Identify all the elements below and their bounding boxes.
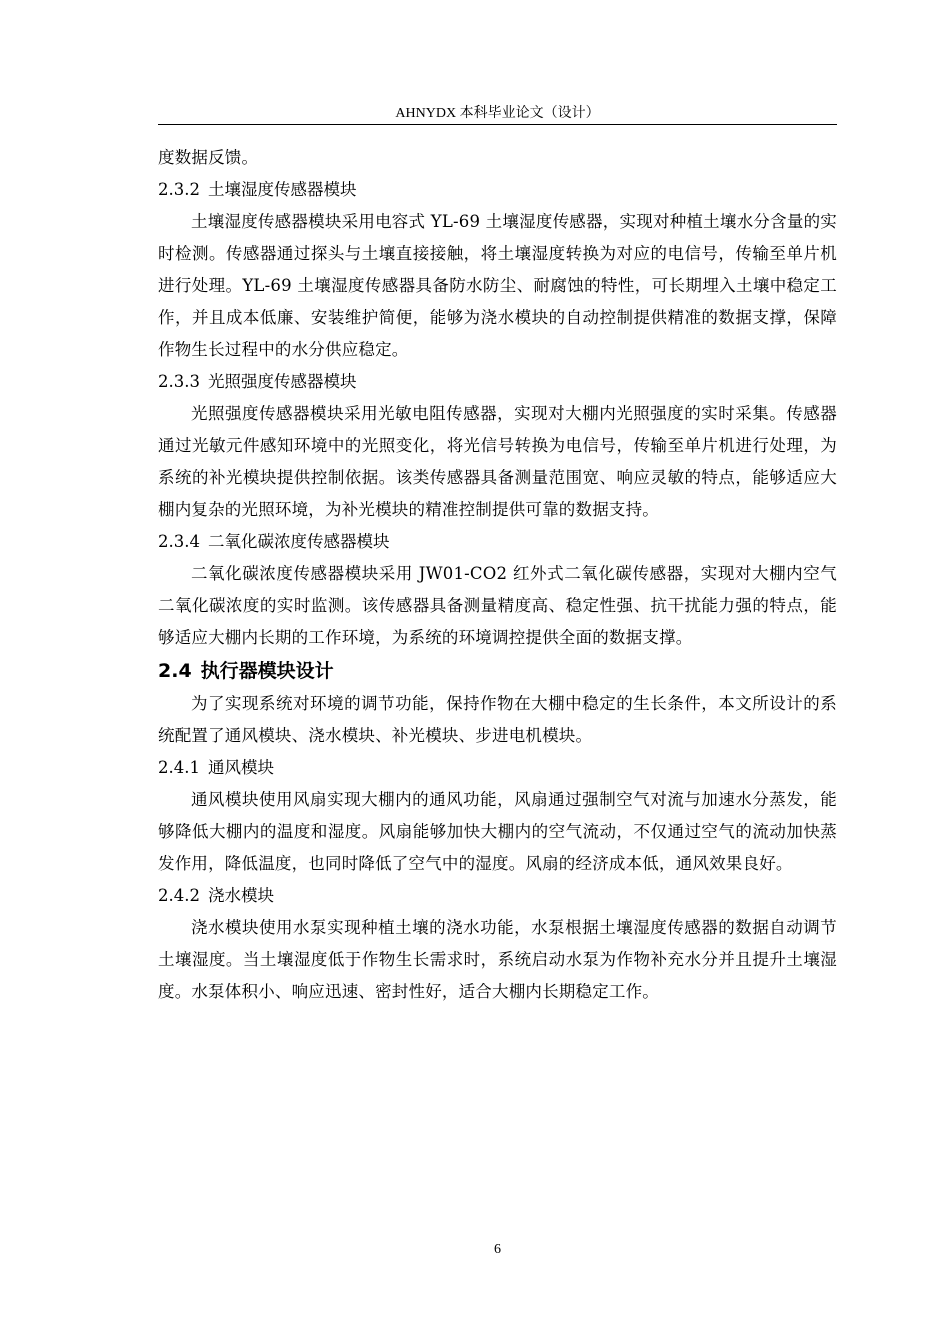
section-number: 2.4.1 — [158, 758, 200, 777]
paragraph-soil-moisture-sensor: 土壤湿度传感器模块采用电容式 YL-69 土壤湿度传感器，实现对种植土壤水分含量的实时检测。传感器通过探头与土壤直接接触，将土壤湿度转换为对应的电信号，传输至单片机进行处理。YL-69 土壤湿度传感器具备防水防尘、耐腐蚀的特性，可长期埋入土壤中稳定工作，并且成本低廉、安装维护简便，能够为浇水模块的自动控制提供精准的数据支撑，保障作物生长过程中的水分供应稳定。 — [158, 212, 837, 359]
paragraph-watering-module: 浇水模块使用水泵实现种植土壤的浇水功能，水泵根据土壤湿度传感器的数据自动调节土壤湿度。当土壤湿度低于作物生长需求时，系统启动水泵为作物补充水分并且提升土壤湿度。水泵体积小、响应迅速、密封性好，适合大棚内长期稳定工作。 — [158, 918, 837, 1001]
heading-2-4-2 — [158, 880, 837, 912]
section-number: 2.4 — [158, 660, 192, 682]
paragraph-continued: 度数据反馈。 — [158, 148, 259, 167]
paragraph-actuator-intro: 为了实现系统对环境的调节功能，保持作物在大棚中稳定的生长条件，本文所设计的系统配置了通风模块、浇水模块、补光模块、步进电机模块。 — [158, 694, 837, 745]
paragraph-co2-sensor: 二氧化碳浓度传感器模块采用 JW01-CO2 红外式二氧化碳传感器，实现对大棚内空气二氧化碳浓度的实时监测。该传感器具备测量精度高、稳定性强、抗干扰能力强的特点，能够适应大棚内长期的工作环境，为系统的环境调控提供全面的数据支撑。 — [158, 564, 837, 647]
section-title: 光照强度传感器模块 — [207, 372, 357, 391]
heading-2-3-4 — [158, 526, 837, 558]
section-title: 二氧化碳浓度传感器模块 — [207, 532, 390, 551]
section-number: 2.3.3 — [158, 372, 200, 391]
section-title: 浇水模块 — [207, 886, 274, 905]
heading-2-4-1 — [158, 752, 837, 784]
running-header: AHNYDX 本科毕业论文（设计） — [395, 106, 600, 121]
page-number: 6 — [494, 1242, 501, 1257]
paragraph-ventilation-module: 通风模块使用风扇实现大棚内的通风功能，风扇通过强制空气对流与加速水分蒸发，能够降低大棚内的温度和湿度。风扇能够加快大棚内的空气流动，不仅通过空气的流动加快蒸发作用，降低温度，也同时降低了空气中的湿度。风扇的经济成本低，通风效果良好。 — [158, 790, 837, 873]
heading-2-4 — [158, 654, 837, 688]
paragraph-light-sensor: 光照强度传感器模块采用光敏电阻传感器，实现对大棚内光照强度的实时采集。传感器通过光敏元件感知环境中的光照变化，将光信号转换为电信号，传输至单片机进行处理，为系统的补光模块提供控制依据。该类传感器具备测量范围宽、响应灵敏的特点，能够适应大棚内复杂的光照环境，为补光模块的精准控制提供可靠的数据支持。 — [158, 404, 837, 519]
heading-2-3-3 — [158, 366, 837, 398]
section-number: 2.3.4 — [158, 532, 200, 551]
section-title: 通风模块 — [207, 758, 274, 777]
section-title: 执行器模块设计 — [200, 660, 334, 682]
page-body — [158, 142, 837, 1008]
section-number: 2.3.2 — [158, 180, 200, 199]
header-rule — [158, 124, 837, 125]
section-title: 土壤湿度传感器模块 — [207, 180, 357, 199]
heading-2-3-2 — [158, 174, 837, 206]
section-number: 2.4.2 — [158, 886, 200, 905]
